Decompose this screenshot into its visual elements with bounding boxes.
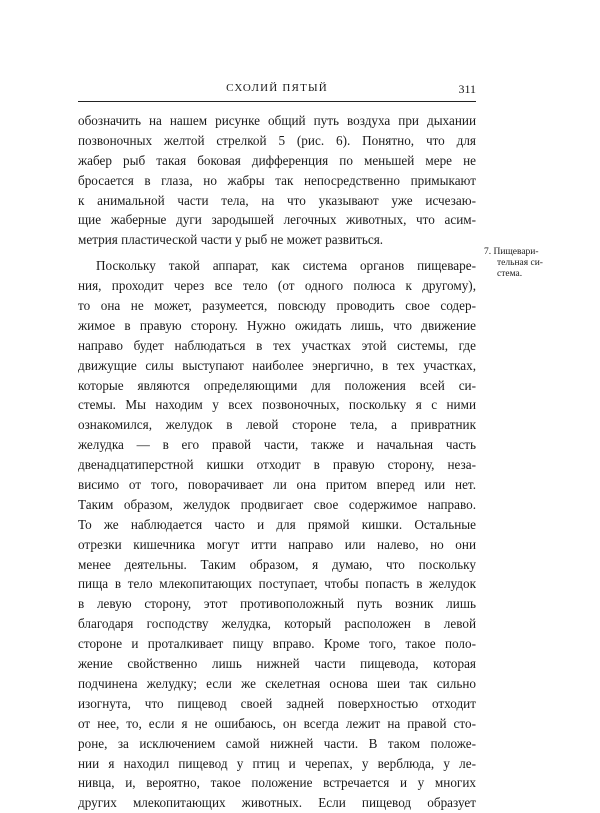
text-line: других млекопитающих животных. Если пищевод образует — [78, 795, 476, 811]
text-line: благодаря господству желудка, который расположен в левой — [78, 616, 476, 632]
text-line: ознакомился, желудок в левой стороне тела, а привратник — [78, 417, 476, 433]
text-line: нии я находил пищевод у птиц и черепах, у верблюда, у ле- — [78, 755, 476, 771]
text-line: менее деятельны. Таким образом, я думаю, что поскольку — [78, 556, 476, 572]
text-line: движущие силы выступают наиболее энергично, в тех участках, — [78, 357, 476, 373]
text-line: жабер рыб такая боковая дифференция по меньшей мере не — [78, 152, 476, 168]
text-line: желудка — в его правой части, также и начальная часть — [78, 437, 476, 453]
text-line: обозначить на нашем рисунке общий путь воздуха при дыхании — [78, 113, 476, 128]
text-line: щие жаберные дуги зародышей легочных животных, что асим- — [78, 212, 476, 228]
text-line: которые являются определяющими для положения всей си- — [78, 377, 476, 393]
text-line: ния, проходит через все тело (от одного полюса к другому), — [78, 278, 476, 294]
body-text — [78, 111, 476, 813]
text-line: нивца, и, вероятно, такое положение встречается и у многих — [78, 775, 476, 791]
text-line: жимое в правую сторону. Нужно ожидать лишь, что движение — [78, 317, 476, 333]
margin-note — [484, 247, 574, 280]
text-line: позвоночных желтой стрелкой 5 (рис. 6). Понятно, что для — [78, 132, 476, 148]
text-line: Поскольку такой аппарат, как система органов пищеваре- — [96, 258, 476, 274]
text-line: к анимальной части тела, на что указывают уже исчезаю- — [78, 192, 476, 208]
margin-note-line: 7. Пищевари- — [484, 247, 539, 257]
text-line: бросается в глаза, но жабры так непосредственно примыкают — [78, 172, 476, 188]
text-line: то она не может, разумеется, повсюду проводить свое содер- — [78, 298, 476, 314]
text-line: подчинена желудку; если же скелетная основа шеи так сильно — [78, 675, 476, 691]
text-line: Таким образом, желудок продвигает свое содержимое направо. — [78, 496, 476, 512]
text-line: стороне и проталкивает пищу вправо. Кроме того, такое поло- — [78, 636, 476, 652]
text-line: стемы. Мы находим у всех позвоночных, поскольку я с ними — [78, 397, 476, 413]
margin-note-line: тельная си- — [497, 258, 543, 268]
page-number: 311 — [458, 82, 476, 96]
text-line: изогнута, что пищевод своей задней поверхностью отходит — [78, 695, 476, 711]
paragraph-2 — [78, 256, 476, 813]
text-line: пища в тело млекопитающих поступает, чтобы попасть в желудок — [78, 576, 476, 592]
text-line: в левую сторону, этот противоположный путь возник лишь — [78, 596, 476, 612]
text-line: метрия пластической части у рыб не может развиться. — [78, 232, 384, 248]
text-line: То же наблюдается часто и для прямой кишки. Остальные — [78, 516, 476, 532]
running-title: СХОЛИЙ ПЯТЫЙ — [226, 82, 328, 94]
text-line: отрезки кишечника могут итти направо или налево, но они — [78, 536, 476, 552]
running-header — [78, 82, 476, 98]
text-line: роне, за исключением самой нижней части. В таком положе- — [78, 735, 476, 751]
text-line: двенадцатиперстной кишки отходит в правую сторону, неза- — [78, 457, 476, 473]
text-line: жение свойственно лишь нижней части пищевода, которая — [78, 656, 476, 672]
text-line: от нее, то, если я не ошибаюсь, он всегда лежит на правой сто- — [78, 715, 476, 731]
paragraph-1 — [78, 111, 476, 250]
margin-note-line: стема. — [497, 269, 523, 279]
text-line: висимо от того, поворачивает ли она притом вперед или нет. — [78, 477, 476, 493]
header-rule — [78, 101, 476, 102]
text-line: направо будет наблюдаться в тех участках этой системы, где — [78, 337, 476, 353]
